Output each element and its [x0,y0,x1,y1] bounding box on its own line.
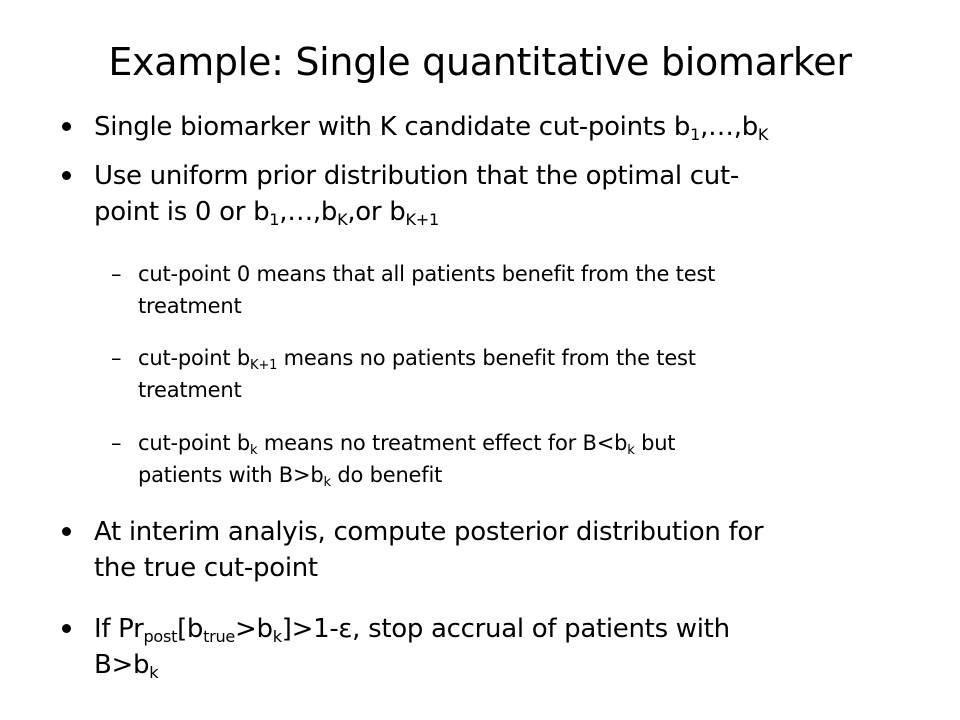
subscript-text: K+1 [250,357,278,373]
bullet-text: At interim analyis, compute posterior distribution for [94,517,764,547]
bullet-line [138,342,696,374]
bullet-text: [b [177,614,204,644]
subscript-text: k [272,626,282,646]
bullet-line [94,514,763,550]
bullet-text: cut-point b [138,431,251,455]
bullet-line [94,194,739,230]
bullet-text: means no treatment effect for B<b [257,431,628,455]
subscript-text: k [323,474,331,490]
bullet-line [94,158,739,194]
bullet-text: cut-point b [138,346,251,370]
bullet-item [94,109,768,145]
bullet-text: ]>1-ε, stop accrual of patients with [281,614,730,644]
bullet-item [94,611,730,683]
subscript-text: K [757,124,769,144]
sub-bullet-item [138,258,715,322]
bullet-item [94,514,763,586]
subscript-text: 1 [690,124,701,144]
subscript-text: k [250,442,258,458]
bullet-text: B>b [94,650,150,680]
subscript-text: true [203,626,236,646]
bullet-line [138,427,675,459]
bullet-text: means no patients benefit from the test [277,346,696,370]
subscript-text: K [337,209,348,229]
bullet-text: but [634,431,676,455]
sub-bullet-item [138,427,675,491]
subscript-text: 1 [269,209,280,229]
bullet-text: point is 0 or b [94,197,270,227]
bullet-text: ,…,b [279,197,338,227]
bullet-line [138,374,696,406]
bullet-text: ,or b [347,197,406,227]
bullet-text: treatment [138,294,242,318]
sub-bullet-item [138,342,696,406]
bullet-dot [62,624,71,633]
bullet-text: the true cut-point [94,553,318,583]
bullet-dot [62,171,71,180]
bullet-text: Single biomarker with K candidate cut-points b [94,112,691,142]
bullet-text: >b [235,614,273,644]
bullet-text: patients with B>b [138,463,324,487]
bullet-dot [62,527,71,536]
bullet-line [138,258,715,290]
sub-bullet-dash: – [111,262,122,286]
subscript-text: k [149,662,159,682]
bullet-line [94,550,763,586]
slide-title: Example: Single quantitative biomarker [108,40,852,84]
bullet-text: treatment [138,378,242,402]
bullet-text: do benefit [330,463,443,487]
subscript-text: k [627,442,635,458]
bullet-text: If Pr [94,614,144,644]
bullet-text: Use uniform prior distribution that the optimal cut- [94,161,739,191]
bullet-dot [62,122,71,131]
bullet-text: cut-point 0 means that all patients benefit from the test [138,262,716,286]
bullet-line [94,611,730,647]
bullet-text: ,…,b [700,112,758,142]
bullet-line [138,290,715,322]
bullet-item [94,158,739,230]
subscript-text: K+1 [405,209,439,229]
bullet-line [94,109,768,145]
bullet-line [138,459,675,491]
sub-bullet-dash: – [111,346,122,370]
sub-bullet-dash: – [111,431,122,455]
subscript-text: post [143,626,178,646]
bullet-line [94,647,730,683]
